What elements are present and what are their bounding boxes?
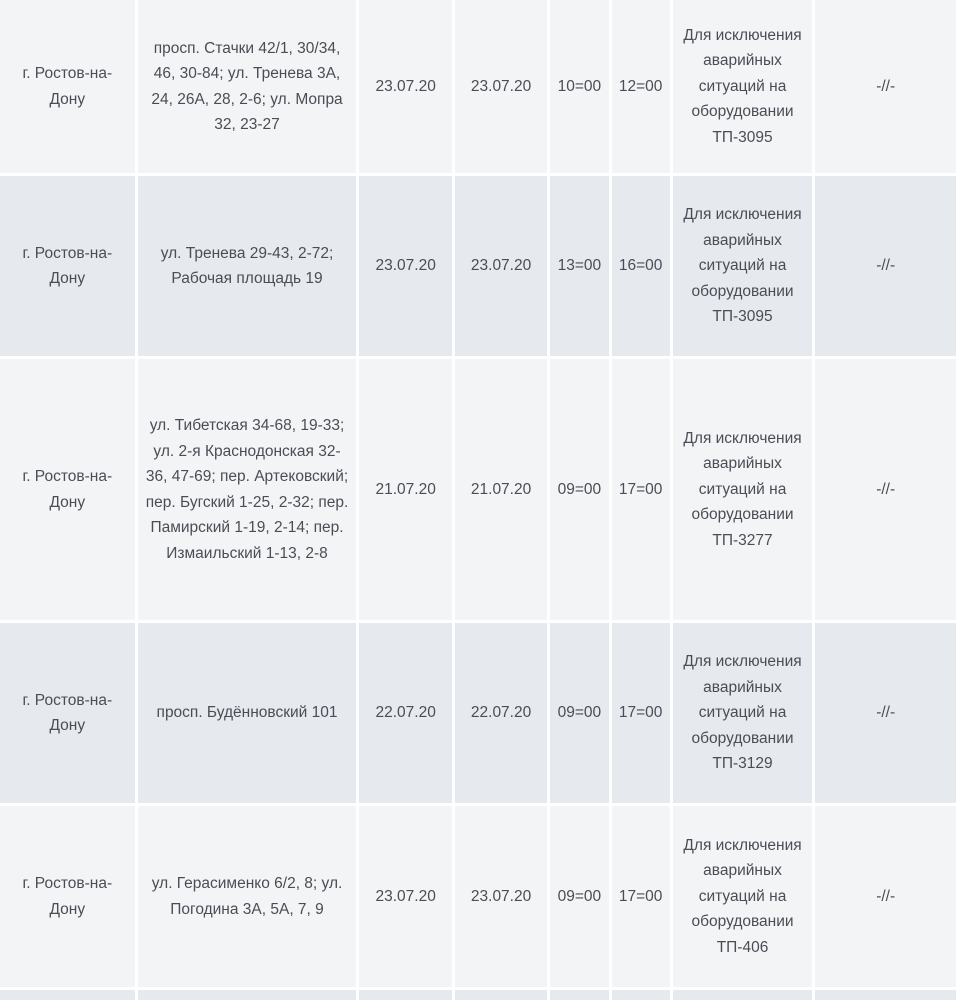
start-date-cell: 23.07.20 <box>359 176 451 356</box>
reason-cell: Для исключения аварийных ситуаций на оборудовании ТП-406 <box>673 806 813 987</box>
city-cell <box>0 990 135 1000</box>
table-row <box>0 359 956 620</box>
table-row <box>0 806 956 987</box>
start-time-cell: 09=00 <box>550 359 608 620</box>
table-row <box>0 623 956 803</box>
address-cell: ул. Тибетская 34-68, 19-33; ул. 2-я Краснодонская 32-36, 47-69; пер. Артековский; пер. Бугский 1-25, 2-32; пер. Памирский 1-19, 2-14; пер. Измаильский 1-13, 2-8 <box>138 359 357 620</box>
address-cell: ул. Тренева 29-43, 2-72; Рабочая площадь 19 <box>138 176 357 356</box>
city-cell: г. Ростов-на-Дону <box>0 176 135 356</box>
note-cell: -//- <box>815 359 956 620</box>
note-cell: -//- <box>815 0 956 173</box>
note-cell <box>815 990 956 1000</box>
note-cell: -//- <box>815 806 956 987</box>
start-date-cell: 21.07.20 <box>359 359 451 620</box>
end-time-cell: 16=00 <box>612 176 670 356</box>
end-time-cell: 17=00 <box>612 623 670 803</box>
start-date-cell <box>359 990 451 1000</box>
start-time-cell: 09=00 <box>550 806 608 987</box>
city-cell: г. Ростов-на-Дону <box>0 623 135 803</box>
reason-cell <box>673 990 813 1000</box>
start-date-cell: 23.07.20 <box>359 806 451 987</box>
end-time-cell: 12=00 <box>612 0 670 173</box>
reason-cell: Для исключения аварийных ситуаций на оборудовании ТП-3277 <box>673 359 813 620</box>
address-cell: ул. Герасименко 6/2, 8; ул. Погодина 3А, 5А, 7, 9 <box>138 806 357 987</box>
address-cell <box>138 990 357 1000</box>
end-date-cell <box>455 990 547 1000</box>
end-date-cell: 22.07.20 <box>455 623 547 803</box>
start-date-cell: 23.07.20 <box>359 0 451 173</box>
start-date-cell: 22.07.20 <box>359 623 451 803</box>
reason-cell: Для исключения аварийных ситуаций на оборудовании ТП-3095 <box>673 176 813 356</box>
start-time-cell: 09=00 <box>550 623 608 803</box>
reason-cell: Для исключения аварийных ситуаций на оборудовании ТП-3095 <box>673 0 813 173</box>
address-cell: просп. Будённовский 101 <box>138 623 357 803</box>
start-time-cell: 13=00 <box>550 176 608 356</box>
table-row <box>0 176 956 356</box>
end-time-cell <box>612 990 670 1000</box>
end-date-cell: 23.07.20 <box>455 176 547 356</box>
city-cell: г. Ростов-на-Дону <box>0 0 135 173</box>
table-row-partial <box>0 990 956 1000</box>
note-cell: -//- <box>815 176 956 356</box>
end-date-cell: 23.07.20 <box>455 0 547 173</box>
reason-cell: Для исключения аварийных ситуаций на оборудовании ТП-3129 <box>673 623 813 803</box>
start-time-cell <box>550 990 608 1000</box>
end-date-cell: 21.07.20 <box>455 359 547 620</box>
address-cell: просп. Стачки 42/1, 30/34, 46, 30-84; ул. Тренева 3А, 24, 26А, 28, 2-6; ул. Мопра 32, 23-27 <box>138 0 357 173</box>
end-time-cell: 17=00 <box>612 359 670 620</box>
city-cell: г. Ростов-на-Дону <box>0 806 135 987</box>
start-time-cell: 10=00 <box>550 0 608 173</box>
table-row <box>0 0 956 173</box>
end-date-cell: 23.07.20 <box>455 806 547 987</box>
note-cell: -//- <box>815 623 956 803</box>
city-cell: г. Ростов-на-Дону <box>0 359 135 620</box>
end-time-cell: 17=00 <box>612 806 670 987</box>
